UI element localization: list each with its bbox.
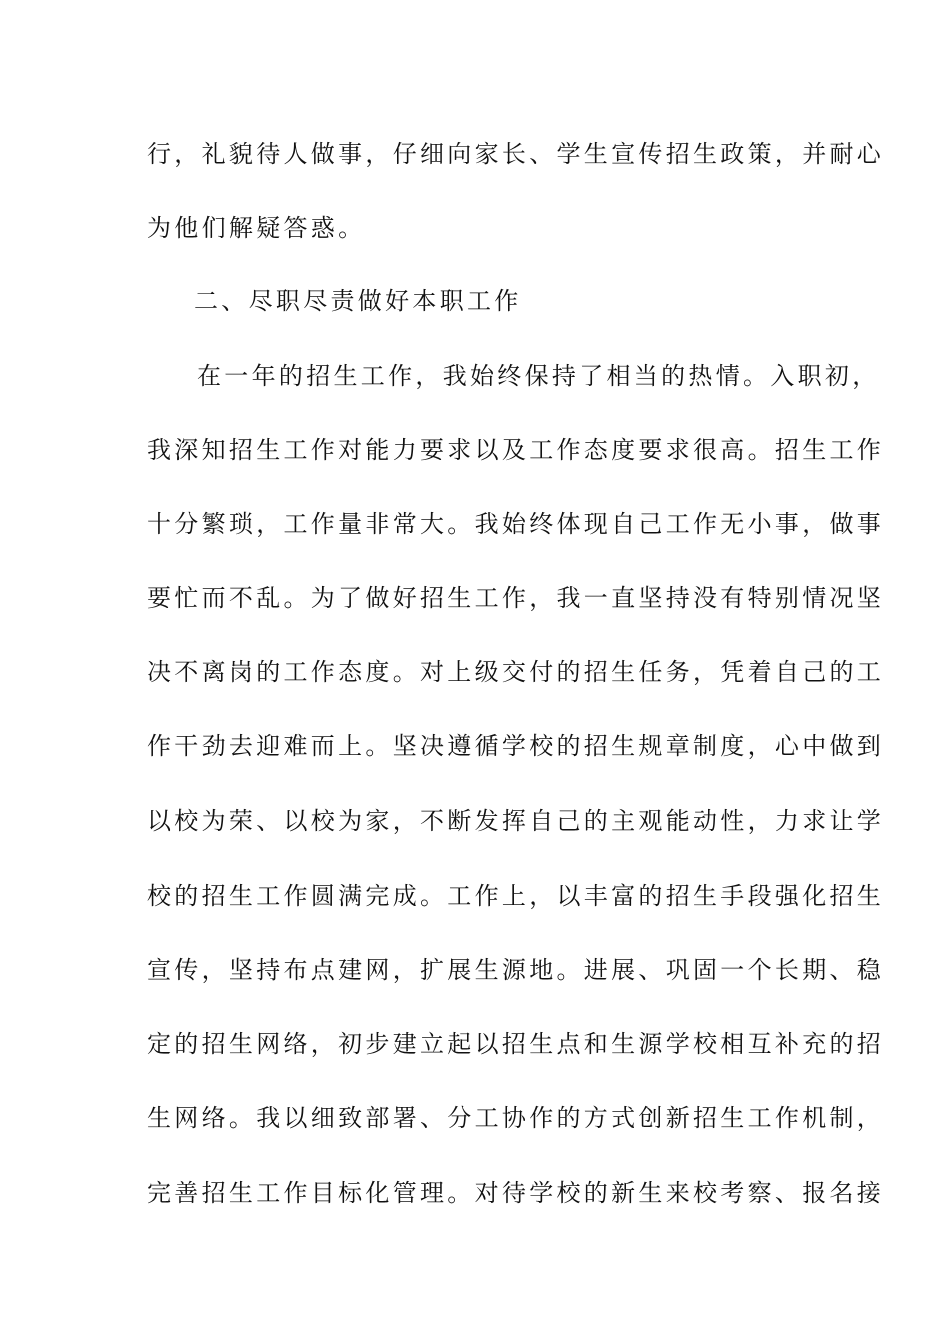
text-line-13: 定的招生网络，初步建立起以招生点和生源学校相互补充的招 [147, 1030, 885, 1058]
section-heading: 二、尽职尽责做好本职工作 [194, 287, 522, 315]
text-line-7: 要忙而不乱。为了做好招生工作，我一直坚持没有特别情况坚 [147, 584, 885, 612]
text-line-6: 十分繁琐，工作量非常大。我始终体现自己工作无小事，做事 [147, 510, 885, 538]
paragraph-first-line: 在一年的招生工作，我始终保持了相当的热情。入职初， [197, 362, 880, 390]
text-line-11: 校的招生工作圆满完成。工作上，以丰富的招生手段强化招生 [147, 882, 885, 910]
text-line-2: 为他们解疑答惑。 [147, 214, 366, 242]
text-line-14: 生网络。我以细致部署、分工协作的方式创新招生工作机制， [147, 1104, 885, 1132]
text-line-12: 宣传，坚持布点建网，扩展生源地。进展、巩固一个长期、稳 [147, 956, 885, 984]
text-line-15: 完善招生工作目标化管理。对待学校的新生来校考察、报名接 [147, 1179, 885, 1207]
text-line-5: 我深知招生工作对能力要求以及工作态度要求很高。招生工作 [147, 436, 885, 464]
text-line-10: 以校为荣、以校为家，不断发挥自己的主观能动性，力求让学 [147, 807, 885, 835]
text-line-1: 行，礼貌待人做事，仔细向家长、学生宣传招生政策，并耐心 [147, 140, 885, 168]
text-line-9: 作干劲去迎难而上。坚决遵循学校的招生规章制度，心中做到 [147, 732, 885, 760]
text-line-8: 决不离岗的工作态度。对上级交付的招生任务，凭着自己的工 [147, 658, 885, 686]
